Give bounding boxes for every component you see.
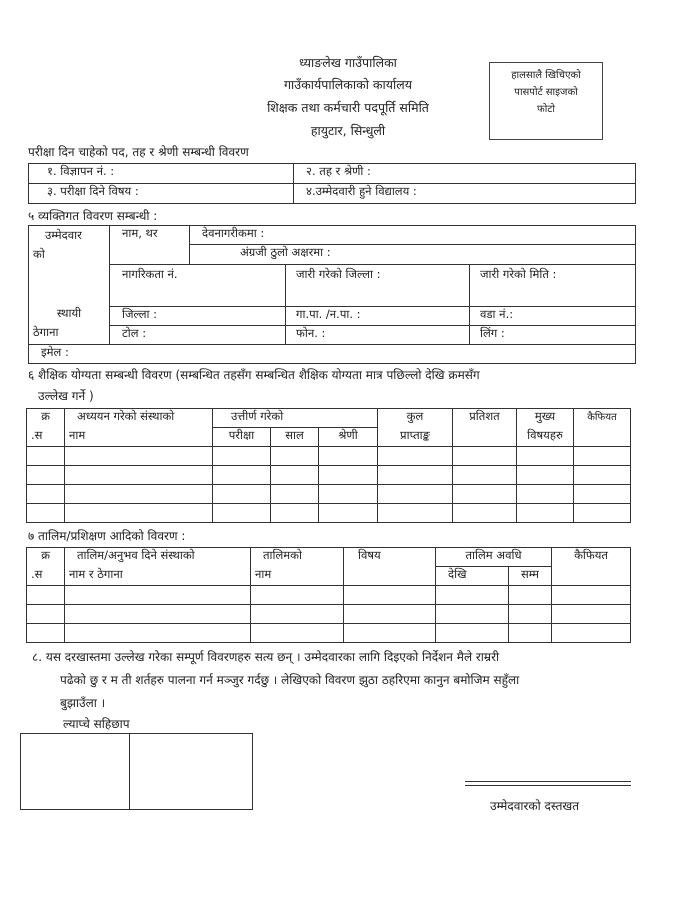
name-surname-label: नाम, थर: [110, 226, 190, 265]
training-row[interactable]: [27, 605, 631, 624]
tole-field[interactable]: टोल :: [110, 325, 286, 344]
edu-col-institution: अध्ययन गरेको संस्थाको: [65, 409, 213, 428]
edu-col-sn: क्र: [27, 409, 65, 428]
gender-field[interactable]: लिंग :: [470, 325, 636, 344]
email-field[interactable]: इमेल :: [29, 344, 636, 363]
train-col-from: देखि: [436, 567, 509, 586]
phone-field[interactable]: फोन. :: [286, 325, 470, 344]
photo-box-line2: पासपोर्ट साइजको: [514, 87, 578, 98]
train-col-to: सम्म: [509, 567, 552, 586]
education-section-title: ६ शैक्षिक योग्यता सम्बन्धी विवरण (सम्बन्धित तहसँग सम्बन्धित शैक्षिक योग्यता मात्र पछिल्लो देखि क्रमसँग: [28, 368, 480, 382]
training-section-title: ७ तालिम/प्रशिक्षण आदिको विवरण :: [28, 529, 186, 543]
committee-name: शिक्षक तथा कर्मचारी पदपूर्ति समिति: [267, 100, 429, 115]
personal-table: [28, 225, 636, 364]
declaration-line2: पढेको छु र म ती शर्तहरु पालना गर्न मञ्जुर गर्दछु । लेखिएको विवरण झुठा ठहरिएमा कानुन बमोजिम सहुँला: [60, 673, 520, 687]
issued-district-field[interactable]: जारी गरेको जिल्ला :: [286, 264, 470, 306]
train-col-sn-cont: .स: [27, 567, 65, 586]
permanent-label: स्थायी: [29, 306, 110, 325]
office-address: हायुटार, सिन्धुली: [310, 123, 386, 138]
address-label: ठेगाना: [29, 325, 110, 344]
train-col-sn: क्र: [27, 548, 65, 567]
candidate-school-field[interactable]: ४.उम्मेदवारी हुने विद्यालय :: [294, 184, 636, 204]
office-subtitle: गाउँकार्यपालिकाको कार्यालय: [284, 77, 412, 92]
edu-row[interactable]: [27, 466, 631, 485]
edu-col-remarks: कैफियत: [574, 409, 631, 447]
exam-table: [28, 163, 636, 204]
citizenship-no-field[interactable]: नागरिकता नं.: [110, 264, 286, 306]
issued-date-field[interactable]: जारी गरेको मिति :: [470, 264, 636, 306]
office-name: ध्याङलेख गाउँपालिका: [299, 55, 397, 70]
thumbprint-label: ल्याप्चे सहिछाप: [63, 717, 130, 731]
thumbprint-divider: [129, 734, 130, 809]
edu-row[interactable]: [27, 447, 631, 466]
advertisement-no-field[interactable]: १. विज्ञापन नं. :: [29, 164, 294, 184]
photo-box-line1: हालसालै खिचिएको: [511, 70, 581, 81]
name-english-field[interactable]: अंग्रजी ठुलो अक्षरमा :: [190, 245, 636, 264]
edu-row[interactable]: [27, 504, 631, 523]
train-col-org: तालिम/अनुभव दिने संस्थाको: [65, 548, 251, 567]
signature-label: उम्मेदवारको दस्तखत: [490, 799, 580, 813]
thumbprint-box[interactable]: [20, 733, 253, 810]
training-row[interactable]: [27, 586, 631, 605]
training-row[interactable]: [27, 624, 631, 643]
municipality-field[interactable]: गा.पा. /न.पा. :: [286, 306, 470, 325]
train-col-subject: विषय: [344, 548, 436, 586]
photo-box: [489, 62, 603, 140]
district-field[interactable]: जिल्ला :: [110, 306, 286, 325]
edu-col-division: श्रेणी: [319, 428, 378, 447]
exam-subject-field[interactable]: ३. परीक्षा दिने विषय :: [29, 184, 294, 204]
train-col-remarks: कैफियत: [552, 548, 631, 586]
candidate-label: [29, 226, 110, 265]
ward-field[interactable]: वडा नं.:: [470, 306, 636, 325]
education-table: [26, 408, 631, 523]
edu-col-percentage: प्रतिशत: [453, 409, 517, 447]
train-col-name: तालिमको: [251, 548, 344, 567]
candidate-label-line1: उम्मेदवार: [45, 228, 82, 242]
level-grade-field[interactable]: २. तह र श्रेणी :: [294, 164, 636, 184]
declaration-line3: बुझाउँला ।: [60, 696, 106, 710]
signature-line: [465, 781, 631, 786]
edu-col-total: कुल: [378, 409, 453, 428]
edu-col-exam: परीक्षा: [213, 428, 271, 447]
education-section-title-cont: उल्लेख गर्ने ): [38, 389, 94, 403]
edu-col-passed: उत्तीर्ण गरेको: [213, 409, 378, 428]
name-devanagari-field[interactable]: देवनागरीकमा :: [190, 226, 636, 245]
photo-box-line3: फोटो: [537, 104, 555, 115]
declaration-line1: ८. यस दरखास्तमा उल्लेख गरेका सम्पूर्ण विवरणहरु सत्य छन् । उम्मेदवारका लागि दिइएको निर्देशन मैले राम्ररी: [32, 650, 500, 664]
personal-section-title: ५ व्यक्तिगत विवरण सम्बन्धी :: [28, 209, 158, 223]
edu-col-year: साल: [271, 428, 319, 447]
training-table: [26, 547, 631, 643]
exam-section-title: परीक्षा दिन चाहेको पद, तह र श्रेणी सम्बन्धी विवरण: [28, 145, 249, 159]
edu-row[interactable]: [27, 485, 631, 504]
edu-col-main-subject: मुख्य: [517, 409, 574, 428]
edu-col-main-subject-cont: विषयहरु: [517, 428, 574, 447]
train-col-org-cont: नाम र ठेगाना: [65, 567, 251, 586]
edu-col-sn-cont: .स: [27, 428, 65, 447]
train-col-period: तालिम अवधि: [436, 548, 552, 567]
edu-col-total-cont: प्राप्ताङ्क: [378, 428, 453, 447]
candidate-label-line2: को: [33, 247, 45, 261]
train-col-name-cont: नाम: [251, 567, 344, 586]
edu-col-institution-cont: नाम: [65, 428, 213, 447]
